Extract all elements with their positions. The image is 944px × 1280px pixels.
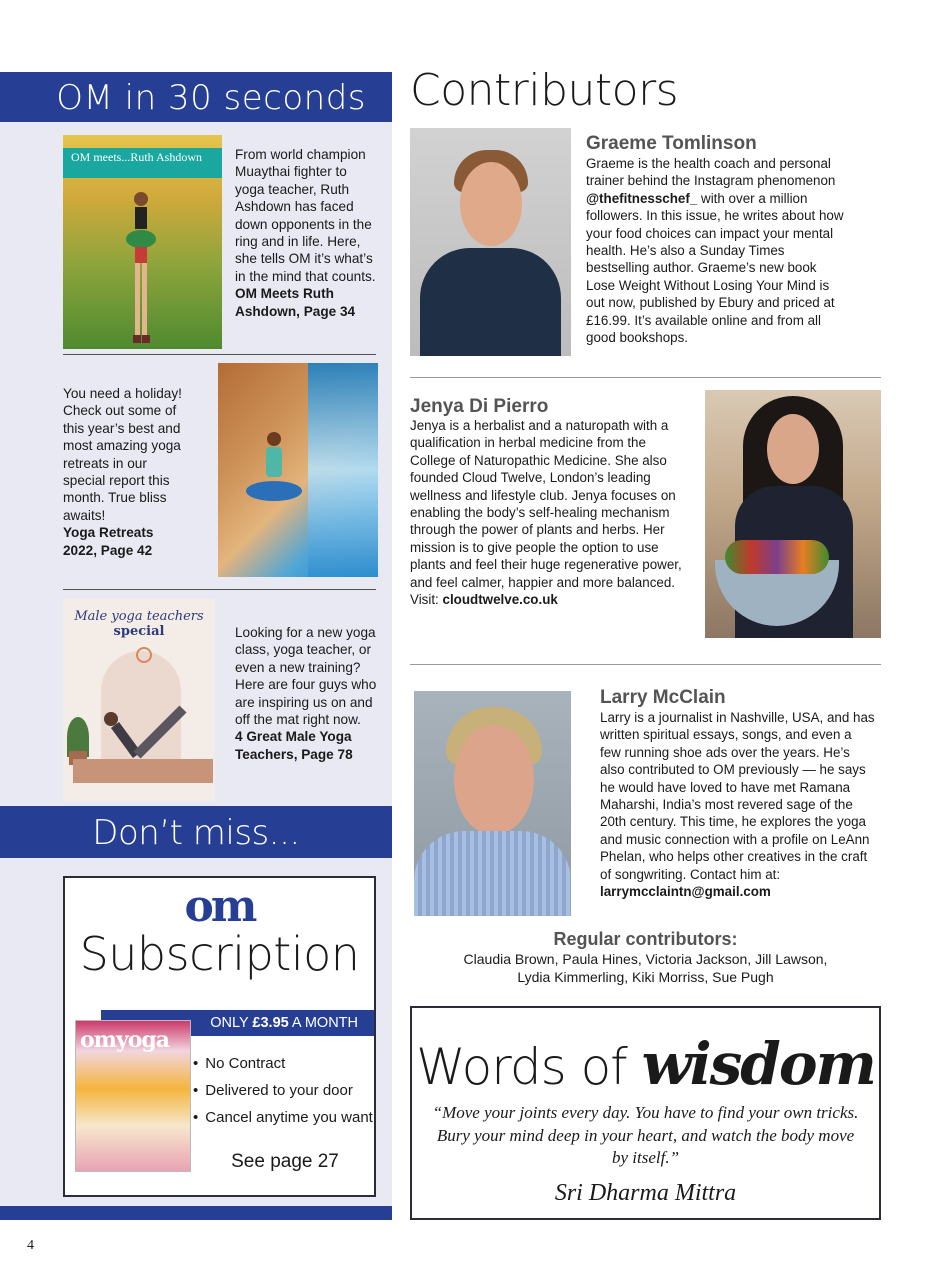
contributor-name: Jenya Di Pierro — [410, 396, 549, 417]
male-yoga-teachers-illustration — [63, 599, 215, 801]
face-shape — [767, 414, 819, 484]
wave-splash — [308, 363, 378, 577]
cover-title: omyoga — [80, 1027, 170, 1053]
cover-caption: OM meets...Ruth Ashdown — [63, 148, 222, 178]
benefit-item: • Delivered to your door — [193, 1077, 373, 1104]
wisdom-quote: “Move your joints every day. You have to find your own tricks. Bury your mind deep in your heart, and watch the body move by itself.” — [432, 1103, 859, 1167]
price-banner: ONLY £3.95 A MONTH — [101, 1010, 374, 1036]
meditating-woman-figure — [244, 429, 304, 525]
om-in-30-seconds-panel — [0, 72, 392, 1220]
regular-contributors-title: Regular contributors: — [553, 929, 738, 949]
benefit-item: • Cancel anytime you want — [193, 1104, 373, 1131]
shirt-shape — [420, 248, 561, 356]
divider — [63, 354, 376, 355]
contributor-name: Graeme Tomlinson — [586, 133, 757, 154]
divider — [63, 589, 376, 590]
story-text: You need a holiday! Check out some of this year’s best and most amazing yoga retreats in our special report this month. True bliss awaits! — [63, 386, 182, 523]
subscription-box[interactable] — [63, 876, 376, 1197]
om-logo: om — [184, 881, 255, 932]
subscription-benefits — [193, 1050, 373, 1131]
benefit-item: • No Contract — [193, 1050, 373, 1077]
contributor-name: Larry McClain — [600, 687, 726, 708]
story-male-yoga-teachers — [235, 624, 380, 763]
vegetables-shape — [725, 540, 829, 574]
om-in-30-seconds-banner: OM in 30 seconds — [0, 72, 392, 122]
story-page-ref: OM Meets Ruth Ashdown, Page 34 — [235, 286, 356, 319]
words-of-wisdom-title: Words of wisdom — [416, 1030, 875, 1098]
regular-contributors-list: Claudia Brown, Paula Hines, Victoria Jackson, Jill Lawson, Lydia Kimmerling, Kiki Morriss, Sue Pugh — [463, 951, 828, 985]
story-text: From world champion Muaythai fighter to yoga teacher, Ruth Ashdown has faced down opponents in the ring and in life. Here, she tells OM it’s what’s in the mind that counts. — [235, 147, 376, 284]
illustration-title: Male yoga teachers special — [74, 609, 204, 639]
website-link[interactable]: cloudtwelve.co.uk — [442, 592, 558, 608]
quote-author: Sri Dharma Mittra — [554, 1180, 737, 1206]
om-yoga-magazine-cover — [75, 1020, 191, 1172]
contributor-bio: Jenya is a herbalist and a naturopath with a qualification in herbal medicine from the College of Naturopathic Medicine. She also founded Cloud Twelve, London’s leading wellness and lifestyle club. Jenya focuses on enabling the body’s self-healing mechanism through the power of plants and herbs. Her mission is to give people the option to use plants and feel their huge regenerative power, and feel calmer, happier and more balanced. Visit: cloudtwelve.co.uk — [410, 418, 682, 608]
words-of-wisdom-box — [410, 1006, 881, 1220]
larry-mcclain-photo — [414, 691, 571, 916]
face-shape — [460, 162, 522, 246]
story-text: Looking for a new yoga class, yoga teacher, or even a new training? Here are four guys who are inspiring us on and off the mat right now. — [235, 625, 377, 728]
story-page-ref: 4 Great Male Yoga Teachers, Page 78 — [235, 729, 353, 762]
face-shape — [454, 725, 534, 835]
instagram-handle[interactable]: @thefitnesschef_ — [586, 190, 698, 206]
yoga-retreat-photo — [218, 363, 378, 577]
sun-icon — [136, 647, 152, 663]
bottom-band — [0, 1206, 392, 1220]
page-number: 4 — [27, 1238, 34, 1253]
contributors-heading: Contributors — [410, 65, 679, 116]
graeme-tomlinson-photo — [410, 128, 571, 356]
subscription-title: Subscription — [79, 927, 360, 981]
jenya-di-pierro-photo — [705, 390, 881, 638]
see-page-link[interactable]: See page 27 — [231, 1151, 339, 1172]
dont-miss-banner: Don’t miss... — [0, 806, 392, 858]
divider — [410, 664, 881, 665]
contributor-bio: Graeme is the health coach and personal trainer behind the Instagram phenomenon @thefitnesschef_ with over a million followers. In this issue, he writes about how your food choices can impact your mental health. He’s also a Sunday Times bestselling author. Graeme’s new book Lose Weight Without Losing Your Mind is out now, published by Ebury and priced at £16.99. It’s available online and from all good bookshops. — [586, 156, 844, 346]
ruth-ashdown-cover-image — [63, 135, 222, 349]
story-ruth-ashdown — [235, 146, 380, 320]
shirt-shape — [414, 831, 571, 916]
email-link[interactable]: larrymcclaintn@gmail.com — [600, 884, 771, 900]
boat-pose-figure — [97, 695, 193, 775]
story-yoga-retreats — [63, 385, 191, 559]
story-page-ref: Yoga Retreats 2022, Page 42 — [63, 525, 154, 558]
divider — [410, 377, 881, 378]
contributor-bio: Larry is a journalist in Nashville, USA, and has written spiritual essays, songs, and even a few running shoe ads over the years. He’s also contributed to OM previously — he says he would have loved to have met Ramana Maharshi, India’s most revered sage of the 20th century. This time, he explores the yoga and music connection with a profile on LeAnn Phelan, who helps other creatives in the craft of songwriting. Contact him at: larrymcclaintn@gmail.com — [600, 710, 875, 900]
fighter-figure-illustration — [125, 187, 157, 347]
